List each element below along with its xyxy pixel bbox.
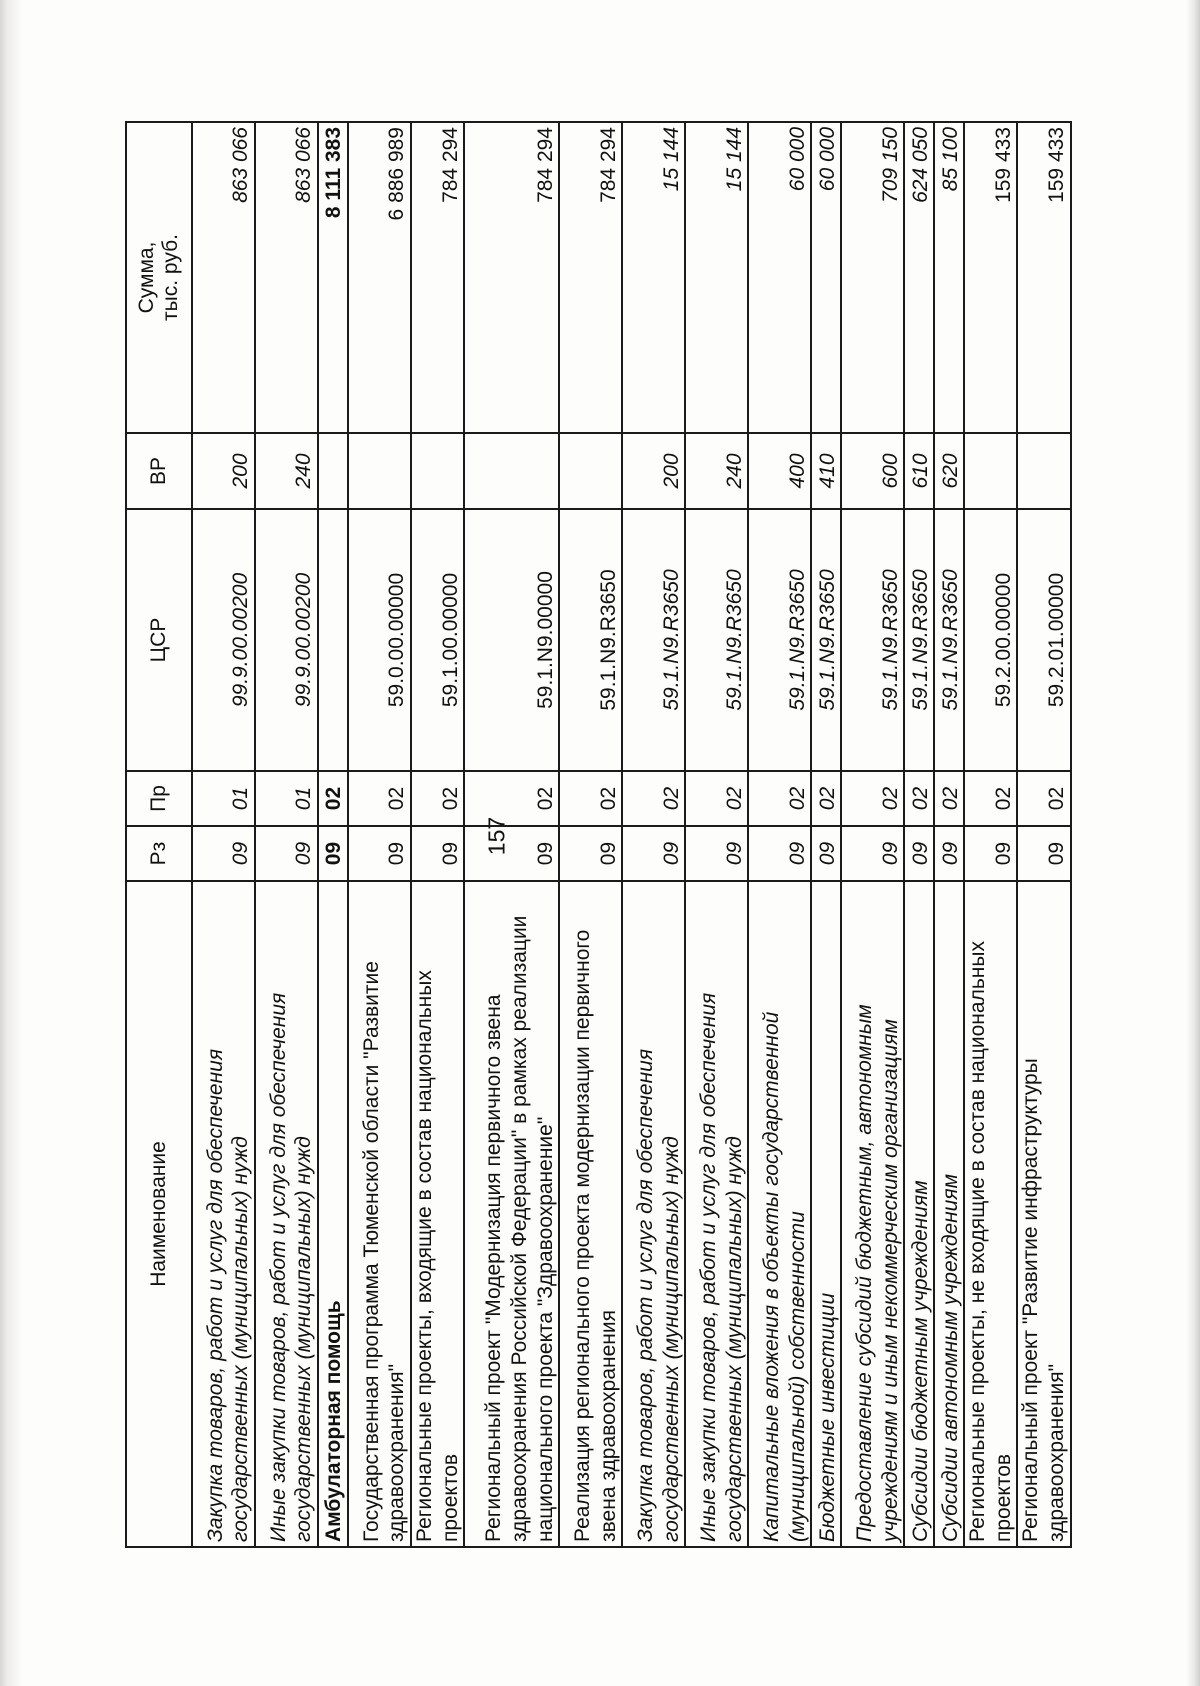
cell-vr: 600: [841, 433, 904, 509]
cell-rz: 09: [748, 826, 811, 881]
cell-csr: 59.1.00.00000: [411, 509, 464, 771]
cell-sum: 15 144: [685, 122, 748, 433]
table-row: [622, 122, 685, 1547]
header-sum-line2: тыс. руб.: [159, 234, 182, 321]
table-row: [1017, 122, 1070, 1547]
cell-rz: 09: [464, 826, 559, 881]
cell-rz: 09: [192, 826, 255, 881]
cell-csr: 59.1.N9.R3650: [685, 509, 748, 771]
table-row: [964, 122, 1017, 1547]
cell-csr: 59.1.N9.R3650: [841, 509, 904, 771]
cell-csr: 99.9.00.00200: [255, 509, 318, 771]
cell-pr: 02: [748, 771, 811, 826]
budget-table: [125, 121, 1072, 1548]
cell-csr: 59.1.N9.00000: [464, 509, 559, 771]
cell-sum: 784 294: [411, 122, 464, 433]
cell-name: Капитальные вложения в объекты государственной (муниципальной) собственности: [748, 881, 811, 1547]
cell-csr: 59.2.01.00000: [1017, 509, 1070, 771]
cell-pr: 02: [464, 771, 559, 826]
header-csr: ЦСР: [126, 509, 192, 771]
table-row: [748, 122, 811, 1547]
cell-vr: 400: [748, 433, 811, 509]
table-row: [685, 122, 748, 1547]
cell-pr: 02: [318, 771, 348, 826]
cell-rz: 09: [685, 826, 748, 881]
cell-vr: 410: [811, 433, 841, 509]
cell-sum: 709 150: [841, 122, 904, 433]
cell-sum: 863 066: [192, 122, 255, 433]
cell-sum: 784 294: [464, 122, 559, 433]
cell-sum: 60 000: [811, 122, 841, 433]
cell-csr: 59.1.N9.R3650: [622, 509, 685, 771]
cell-pr: 01: [255, 771, 318, 826]
header-vr: ВР: [126, 433, 192, 509]
cell-name: Региональные проекты, входящие в состав национальных проектов: [411, 881, 464, 1547]
table-row: [348, 122, 411, 1547]
cell-vr: [964, 433, 1017, 509]
cell-pr: 02: [411, 771, 464, 826]
header-sum: [126, 122, 192, 433]
cell-name: Иные закупки товаров, работ и услуг для обеспечения государственных (муниципальных) нужд: [255, 881, 318, 1547]
cell-rz: 09: [964, 826, 1017, 881]
cell-vr: 200: [622, 433, 685, 509]
cell-name: Закупка товаров, работ и услуг для обеспечения государственных (муниципальных) нужд: [622, 881, 685, 1547]
cell-vr: [559, 433, 622, 509]
cell-pr: 02: [934, 771, 964, 826]
header-pr: Пр: [126, 771, 192, 826]
table-row: [841, 122, 904, 1547]
cell-csr: 59.0.00.00000: [348, 509, 411, 771]
cell-pr: 01: [192, 771, 255, 826]
cell-name: Региональный проект "Развитие инфраструктуры здравоохранения": [1017, 881, 1070, 1547]
cell-name: Региональные проекты, не входящие в состав национальных проектов: [964, 881, 1017, 1547]
cell-sum: 85 100: [934, 122, 964, 433]
cell-sum: 60 000: [748, 122, 811, 433]
cell-pr: 02: [964, 771, 1017, 826]
cell-pr: 02: [811, 771, 841, 826]
header-rz: Рз: [126, 826, 192, 881]
cell-sum: 784 294: [559, 122, 622, 433]
table-row: [411, 122, 464, 1547]
cell-rz: 09: [841, 826, 904, 881]
cell-rz: 09: [811, 826, 841, 881]
table-body: [192, 122, 1071, 1547]
table-row: [255, 122, 318, 1547]
cell-pr: 02: [1017, 771, 1070, 826]
table-row: [192, 122, 255, 1547]
table-row: [934, 122, 964, 1547]
cell-rz: 09: [411, 826, 464, 881]
scan-edge-right: [1186, 0, 1200, 1686]
cell-rz: 09: [1017, 826, 1070, 881]
cell-pr: 02: [685, 771, 748, 826]
cell-vr: 610: [904, 433, 934, 509]
cell-sum: 863 066: [255, 122, 318, 433]
cell-csr: 59.1.N9.R3650: [748, 509, 811, 771]
cell-csr: 59.1.N9.R3650: [811, 509, 841, 771]
cell-name: Государственная программа Тюменской области "Развитие здравоохранения": [348, 881, 411, 1547]
cell-rz: 09: [255, 826, 318, 881]
cell-csr: 99.9.00.00200: [192, 509, 255, 771]
table-row: [811, 122, 841, 1547]
table-row: [559, 122, 622, 1547]
cell-vr: [318, 433, 348, 509]
header-name: Наименование: [126, 881, 192, 1547]
cell-csr: 59.1.N9.R3650: [904, 509, 934, 771]
cell-name: Бюджетные инвестиции: [811, 881, 841, 1547]
cell-csr: 59.1.N9.R3650: [934, 509, 964, 771]
table-header-row: [126, 122, 192, 1547]
cell-sum: 8 111 383: [318, 122, 348, 433]
scan-edge-left: [0, 0, 22, 1686]
cell-vr: 240: [685, 433, 748, 509]
cell-sum: 6 886 989: [348, 122, 411, 433]
header-sum-line1: Сумма,: [134, 241, 158, 314]
cell-pr: 02: [348, 771, 411, 826]
cell-pr: 02: [559, 771, 622, 826]
cell-sum: 15 144: [622, 122, 685, 433]
cell-name: Иные закупки товаров, работ и услуг для обеспечения государственных (муниципальных) нужд: [685, 881, 748, 1547]
cell-name: Предоставление субсидий бюджетным, автономным учреждениям и иным некоммерческим организациям: [841, 881, 904, 1547]
cell-csr: [318, 509, 348, 771]
table-row: [464, 122, 559, 1547]
cell-pr: 02: [841, 771, 904, 826]
cell-vr: [348, 433, 411, 509]
cell-csr: 59.2.00.00000: [964, 509, 1017, 771]
cell-name: Субсидии автономным учреждениям: [934, 881, 964, 1547]
cell-rz: 09: [622, 826, 685, 881]
cell-vr: 620: [934, 433, 964, 509]
cell-vr: [1017, 433, 1070, 509]
cell-pr: 02: [904, 771, 934, 826]
page-number: 157: [483, 816, 510, 856]
rotated-page-content: [125, 123, 1069, 1548]
cell-csr: 59.1.N9.R3650: [559, 509, 622, 771]
cell-vr: 240: [255, 433, 318, 509]
cell-name: Субсидии бюджетным учреждениям: [904, 881, 934, 1547]
cell-name: Закупка товаров, работ и услуг для обеспечения государственных (муниципальных) нужд: [192, 881, 255, 1547]
cell-pr: 02: [622, 771, 685, 826]
cell-vr: [411, 433, 464, 509]
cell-rz: 09: [904, 826, 934, 881]
cell-sum: 159 433: [964, 122, 1017, 433]
cell-name: Амбулаторная помощь: [318, 881, 348, 1547]
cell-name: Региональный проект "Модернизация первичного звена здравоохранения Российской Федерации" в рамках реализации национального проекта "Здравоохранение": [464, 881, 559, 1547]
cell-rz: 09: [559, 826, 622, 881]
cell-vr: 200: [192, 433, 255, 509]
cell-sum: 159 433: [1017, 122, 1070, 433]
cell-vr: [464, 433, 559, 509]
table-row: [318, 122, 348, 1547]
cell-rz: 09: [348, 826, 411, 881]
cell-rz: 09: [934, 826, 964, 881]
cell-name: Реализация регионального проекта модернизации первичного звена здравоохранения: [559, 881, 622, 1547]
cell-sum: 624 050: [904, 122, 934, 433]
cell-rz: 09: [318, 826, 348, 881]
table-row: [904, 122, 934, 1547]
